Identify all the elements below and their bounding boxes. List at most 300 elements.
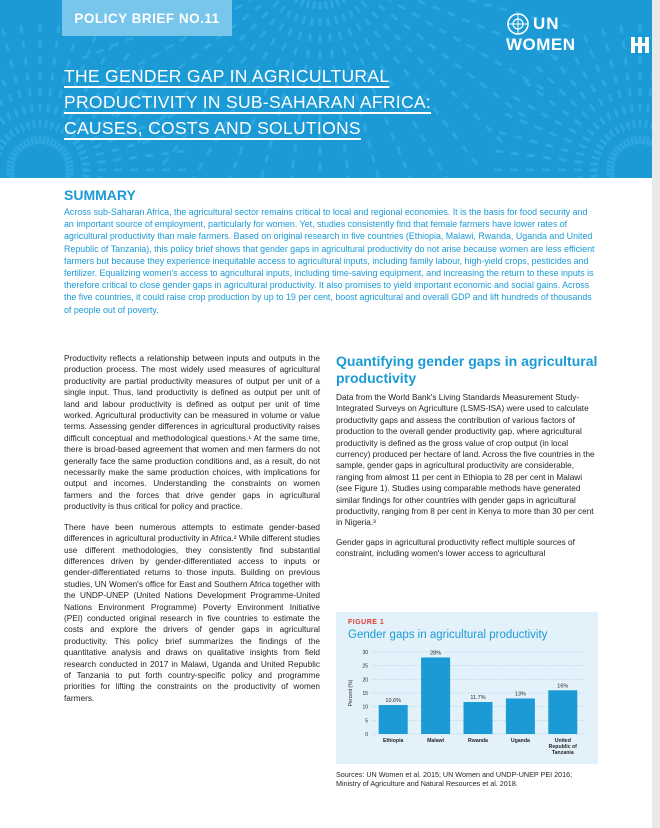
pattern-dash	[356, 23, 363, 31]
pattern-dash	[466, 44, 474, 51]
pattern-dash	[39, 120, 42, 128]
pattern-dash	[293, 13, 299, 22]
pattern-dash	[162, 157, 169, 165]
pattern-dash	[574, 160, 582, 164]
pattern-dash	[310, 17, 314, 25]
pattern-dash	[646, 104, 650, 112]
pattern-dash	[595, 64, 601, 73]
pattern-dash	[429, 43, 437, 50]
pattern-dash	[299, 0, 305, 7]
pattern-dash	[55, 123, 61, 132]
pattern-dash	[288, 0, 295, 1]
pattern-dash	[390, 14, 398, 21]
pattern-dash	[590, 174, 598, 178]
pattern-dash	[334, 16, 339, 25]
pattern-dash	[264, 155, 269, 164]
x-category-label: Tanzania	[551, 750, 574, 756]
pattern-dash	[270, 37, 277, 45]
pattern-dash	[98, 169, 106, 172]
pattern-dash	[607, 94, 613, 103]
summary-heading: SUMMARY	[64, 187, 136, 203]
pattern-dash	[590, 169, 598, 172]
pattern-dash	[227, 45, 235, 53]
y-tick-label: 10	[362, 704, 368, 711]
pattern-dash	[417, 0, 426, 5]
pattern-dash	[319, 162, 322, 170]
bar-value-label: 10.6%	[385, 698, 402, 705]
pattern-dash	[21, 106, 26, 115]
title-line-1: THE GENDER GAP IN AGRICULTURAL	[64, 66, 390, 86]
pattern-dash	[191, 53, 199, 60]
women-mark-icon	[630, 36, 650, 54]
right-column	[336, 353, 598, 560]
pattern-dash	[354, 5, 361, 13]
y-tick-label: 20	[362, 677, 368, 684]
pattern-dash	[238, 34, 246, 42]
pattern-dash	[269, 18, 276, 26]
pattern-dash	[348, 9, 355, 17]
pattern-dash	[574, 119, 582, 126]
pattern-dash	[365, 0, 373, 1]
right-paragraph-1: Data from the World Bank's Living Standards Measurement Study-Integrated Surveys on Agriculture (LSMS-ISA) were used to calculate productivity gaps and assess the contribution of various factors of production to the overall gender productivity gap, where agricultural productivity is defined as the gross value of crop output (in local currency) produced per hectare of land. Across the five countries in the sample, gender gaps in agricultural productivity are considerable, ranging from almost 11 per cent in Ethiopia to 28 per cent in Malawi (see Figure 1). Studies using comparable methods have generated similar findings for other countries with gender gaps in agricultural productivity, ranging from 8 per cent in Kenya to more than 30 per cent in Nigeria.³	[336, 393, 595, 528]
pattern-dash	[542, 169, 550, 172]
pattern-dash	[624, 57, 628, 65]
pattern-dash	[81, 162, 89, 166]
logo-un-text: UN	[533, 14, 560, 33]
pattern-dash	[541, 112, 549, 119]
left-paragraph-1: Productivity reflects a relationship between inputs and outputs in the production process. The most widely used measures of agricultural productivity are partial productivity measures of output per unit of a single input. Thus, land productivity is defined as output per unit of land and labour productivity is defined as output per unit of time worked. Agricultural productivity can be measured in volume or value terms. Assessing gender differences in agricultural productivity raises difficult conceptual and methodological questions.¹ At the same time, there is broad-based agreement that women and men farmers do not generally face the same production conditions and, as a result, do not necessarily make the same production choices, with implications for output and incomes. Understanding the constraints on women farmers and the forces that drive gender gaps in agricultural productivity is thus critical for policy and practice.	[64, 354, 320, 512]
pattern-dash	[353, 43, 359, 52]
pattern-dash	[326, 17, 330, 25]
pattern-dash	[432, 5, 441, 11]
figure-1-box	[336, 612, 598, 764]
pattern-dash	[297, 31, 302, 40]
pattern-dash	[471, 157, 478, 165]
pattern-dash	[319, 34, 322, 42]
pattern-dash	[462, 18, 471, 24]
pattern-dash	[347, 176, 351, 178]
pattern-dash	[543, 156, 551, 160]
pattern-dash	[576, 151, 585, 156]
y-tick-label: 30	[362, 650, 368, 656]
y-tick-label: 0	[365, 732, 368, 738]
y-tick-label: 15	[362, 691, 368, 697]
pattern-dash	[0, 144, 4, 151]
pattern-dash	[113, 158, 121, 162]
pattern-dash	[66, 169, 74, 172]
pattern-dash	[596, 144, 604, 151]
title-line-3: CAUSES, COSTS AND SOLUTIONS	[64, 118, 361, 138]
pattern-dash	[453, 36, 461, 43]
bar-united-republic-of-tanzania	[548, 690, 577, 734]
pattern-dash	[254, 4, 262, 11]
pattern-dash	[39, 24, 42, 32]
pattern-dash	[371, 11, 379, 19]
pattern-dash	[606, 164, 614, 168]
bar-value-label: 11.7%	[470, 695, 486, 702]
pattern-dash	[54, 106, 59, 115]
y-tick-label: 25	[362, 663, 368, 670]
pattern-dash	[13, 108, 19, 117]
pattern-dash	[416, 33, 424, 40]
pattern-dash	[425, 20, 433, 27]
pattern-dash	[639, 56, 642, 64]
pattern-dash	[1, 29, 6, 38]
pattern-dash	[5, 44, 10, 53]
pattern-dash	[278, 23, 285, 31]
pattern-dash	[58, 90, 63, 99]
pattern-dash	[66, 164, 74, 168]
pattern-dash	[526, 169, 534, 172]
pattern-dash	[560, 66, 567, 74]
pattern-dash	[549, 99, 557, 106]
pattern-dash	[178, 169, 186, 172]
pattern-dash	[630, 104, 634, 112]
pattern-dash	[127, 143, 136, 148]
figure-sources: Sources: UN Women et al. 2015; UN Women and UNDP-UNEP PEI 2016; Ministry of Agriculture and Natural Resources et al. 2018.	[336, 770, 573, 789]
pattern-dash	[151, 52, 159, 59]
pattern-dash	[375, 170, 380, 178]
un-emblem-icon	[506, 12, 530, 36]
pattern-dash	[590, 162, 598, 166]
pattern-dash	[123, 53, 130, 61]
pattern-dash	[574, 169, 582, 172]
pattern-dash	[289, 176, 293, 178]
pattern-dash	[146, 169, 154, 172]
pattern-dash	[536, 84, 544, 91]
pattern-dash	[238, 146, 244, 155]
pattern-dash	[574, 176, 582, 178]
pattern-dash	[554, 120, 562, 127]
pattern-dash	[39, 40, 42, 48]
pattern-dash	[111, 147, 120, 152]
pattern-dash	[306, 49, 310, 57]
pattern-dash	[360, 0, 368, 8]
pattern-dash	[6, 112, 13, 120]
section-heading-quantifying: Quantifying gender gaps in agricultural productivity	[336, 353, 598, 386]
pattern-dash	[549, 131, 558, 137]
bar-uganda	[506, 698, 535, 734]
pattern-dash	[534, 125, 543, 131]
pattern-dash	[340, 0, 347, 4]
bar-malawi	[421, 657, 450, 734]
pattern-dash	[613, 75, 618, 84]
pattern-dash	[241, 14, 249, 21]
pattern-dash	[19, 25, 23, 33]
logo-women-text: WOMEN	[506, 35, 576, 54]
x-category-label: Malawi	[427, 738, 445, 744]
pattern-dash	[606, 112, 613, 120]
pattern-dash	[642, 136, 646, 144]
pattern-dash	[4, 134, 12, 142]
pattern-dash	[19, 123, 25, 132]
pattern-dash	[644, 120, 648, 128]
x-category-label: Uganda	[510, 738, 530, 744]
pattern-dash	[480, 52, 488, 59]
pattern-dash	[619, 123, 625, 132]
pattern-dash	[372, 51, 379, 59]
pattern-dash	[249, 43, 256, 51]
x-category-label: Ethiopia	[382, 738, 404, 744]
left-paragraph-2: There have been numerous attempts to estimate gender-based differences in agricultural productivity in Africa.² While different studies use different methodologies, they consistently find substantial differences driven by gender-differentiated access to inputs or gender-differentiated returns to those inputs. Building on previous studies, UN Women's office for East and Southern Africa together with the UNDP-UNEP (United Nations Development Programme-United Nations Environment Programme) Poverty Environment Initiative (PEI) conducted original research in five countries to estimate the costs and explore the drivers of gender gaps in agricultural productivity. This policy brief summarizes the findings of the quantitative analysis and draws on qualitative insights from field research conducted in 2017 in Malawi, Uganda and United Republic of Tanzania to put forth country-specific policy and programme priorities for lifting the constraints on the productivity of women farmers.	[64, 522, 320, 703]
pattern-dash	[441, 53, 449, 60]
y-axis-label: Percent (%)	[348, 679, 354, 707]
pattern-dash	[345, 160, 349, 168]
pattern-dash	[560, 147, 569, 152]
pattern-dash	[383, 0, 391, 2]
pattern-dash	[378, 4, 386, 11]
pattern-dash	[234, 4, 242, 11]
pattern-dash	[0, 64, 1, 73]
pattern-dash	[6, 172, 14, 176]
pattern-dash	[7, 94, 13, 103]
pattern-dash	[125, 36, 134, 42]
pattern-dash	[329, 0, 334, 9]
pattern-dash	[587, 129, 595, 136]
pattern-dash	[591, 156, 600, 161]
pattern-dash	[411, 12, 419, 19]
pattern-dash	[66, 172, 74, 176]
pattern-dash	[49, 121, 54, 130]
pattern-dash	[22, 41, 26, 49]
pattern-dash	[39, 88, 42, 96]
pattern-dash	[447, 11, 456, 17]
pattern-dash	[80, 156, 89, 161]
pattern-dash	[639, 72, 642, 80]
x-category-label: Republic of	[548, 744, 577, 750]
pattern-dash	[70, 44, 75, 53]
pattern-dash	[97, 160, 105, 164]
pattern-dash	[617, 90, 622, 99]
pattern-dash	[582, 136, 590, 143]
pattern-dash	[484, 3, 493, 8]
pattern-dash	[203, 43, 211, 50]
pattern-dash	[48, 89, 52, 97]
pattern-dash	[536, 66, 544, 74]
bar-ethiopia	[379, 705, 408, 734]
pattern-dash	[383, 23, 391, 31]
pattern-dash	[374, 30, 381, 38]
pattern-dash	[511, 152, 519, 156]
pattern-dash	[559, 158, 567, 162]
pattern-dash	[639, 136, 642, 144]
pattern-dash	[76, 144, 84, 151]
pattern-dash	[582, 71, 589, 79]
x-category-label: Rwanda	[468, 738, 488, 744]
figure-title: Gender gaps in agricultural productivity	[348, 629, 548, 641]
pattern-dash	[626, 121, 631, 130]
pattern-dash	[6, 169, 14, 172]
pattern-dash	[338, 31, 343, 40]
pattern-dash	[39, 136, 42, 144]
pattern-dash	[343, 144, 347, 152]
pattern-dash	[461, 145, 468, 153]
pattern-dash	[364, 37, 371, 45]
pattern-dash	[604, 134, 612, 142]
bar-chart	[336, 646, 598, 764]
pattern-dash	[248, 0, 256, 2]
pattern-dash	[468, 0, 477, 3]
pattern-dash	[578, 143, 587, 149]
pattern-dash	[8, 129, 15, 137]
pattern-dash	[436, 162, 443, 170]
pattern-dash	[82, 169, 90, 172]
pattern-dash	[0, 138, 8, 145]
pattern-dash	[312, 1, 316, 9]
pattern-dash	[6, 164, 14, 168]
pattern-dash	[0, 98, 4, 106]
pattern-dash	[162, 169, 170, 172]
pattern-dash	[96, 48, 105, 54]
pattern-dash	[319, 50, 322, 58]
pattern-dash	[308, 33, 312, 41]
pattern-dash	[260, 170, 265, 178]
pattern-dash	[262, 51, 269, 59]
pattern-dash	[301, 16, 306, 25]
pattern-dash	[569, 79, 576, 87]
bar-value-label: 28%	[430, 650, 442, 657]
pattern-dash	[397, 4, 405, 11]
pattern-dash	[579, 91, 586, 99]
pattern-dash	[581, 111, 589, 119]
pattern-dash	[13, 75, 18, 84]
pattern-dash	[613, 108, 619, 117]
pattern-dash	[330, 49, 334, 57]
un-women-logo[interactable]	[506, 12, 656, 52]
pattern-dash	[324, 1, 328, 9]
pattern-dash	[476, 24, 485, 30]
pattern-dash	[593, 149, 602, 155]
policy-brief-badge: POLICY BRIEF NO.11	[62, 0, 232, 36]
pattern-dash	[491, 30, 500, 36]
pattern-dash	[306, 0, 311, 9]
pattern-dash	[499, 7, 508, 12]
pattern-dash	[54, 41, 58, 49]
pattern-dash	[558, 169, 566, 172]
pattern-dash	[383, 43, 390, 51]
pattern-dash	[96, 151, 105, 156]
pattern-dash	[428, 148, 435, 156]
pattern-dash	[39, 104, 42, 112]
pattern-dash	[639, 104, 642, 112]
y-tick-label: 5	[365, 718, 368, 725]
pattern-dash	[30, 104, 34, 112]
pattern-dash	[606, 172, 614, 176]
pattern-dash	[50, 73, 54, 81]
pattern-dash	[259, 30, 266, 38]
pattern-dash	[32, 120, 36, 128]
header-banner	[0, 0, 660, 178]
pattern-dash	[232, 161, 238, 170]
pattern-dash	[97, 176, 105, 178]
pattern-dash	[342, 47, 347, 56]
pattern-dash	[639, 120, 642, 128]
pattern-dash	[328, 33, 332, 41]
pattern-dash	[403, 23, 411, 30]
pattern-dash	[130, 169, 138, 172]
pattern-dash	[226, 176, 232, 178]
pattern-dash	[0, 117, 6, 125]
pattern-dash	[291, 160, 295, 168]
pattern-dash	[341, 13, 347, 22]
pattern-dash	[639, 88, 642, 96]
pattern-dash	[177, 149, 185, 153]
pattern-dash	[39, 72, 42, 80]
pattern-dash	[279, 5, 286, 13]
pattern-dash	[293, 47, 298, 56]
pattern-dash	[590, 84, 597, 92]
pattern-dash	[57, 25, 61, 33]
pattern-dash	[608, 129, 615, 137]
right-paragraph-2: Gender gaps in agricultural productivity reflect multiple sources of constraint, including women's lower access to agricultural	[336, 537, 575, 559]
pattern-dash	[599, 138, 607, 145]
pattern-dash	[286, 9, 293, 17]
pattern-dash	[9, 59, 14, 68]
pattern-dash	[344, 0, 351, 1]
pattern-dash	[558, 88, 566, 96]
pattern-dash	[145, 154, 153, 158]
figure-label: FIGURE 1	[348, 619, 385, 626]
pattern-dash	[495, 149, 503, 153]
pattern-dash	[1, 79, 7, 88]
pattern-dash	[598, 98, 605, 106]
pattern-dash	[601, 79, 607, 88]
pattern-dash	[319, 2, 322, 10]
pattern-dash	[371, 155, 376, 164]
left-column	[64, 353, 320, 704]
pattern-dash	[26, 73, 30, 81]
pattern-dash	[294, 0, 301, 4]
pattern-dash	[179, 36, 187, 43]
bar-value-label: 16%	[557, 683, 569, 690]
pattern-dash	[628, 89, 632, 97]
pattern-dash	[198, 162, 205, 170]
pattern-dash	[319, 146, 322, 154]
pattern-dash	[114, 169, 122, 172]
pattern-dash	[81, 174, 89, 178]
pattern-dash	[129, 156, 137, 160]
pattern-dash	[293, 144, 297, 152]
pattern-dash	[261, 11, 269, 19]
pattern-dash	[0, 149, 2, 155]
pattern-dash	[287, 28, 293, 37]
pattern-dash	[267, 0, 275, 1]
pattern-dash	[28, 89, 32, 97]
pattern-dash	[165, 44, 173, 51]
pattern-dash	[634, 136, 638, 144]
pattern-dash	[626, 73, 630, 81]
pattern-dash	[444, 176, 451, 178]
pattern-dash	[396, 146, 402, 155]
pattern-dash	[589, 104, 596, 112]
pattern-dash	[281, 43, 287, 52]
pattern-dash	[494, 169, 502, 172]
pattern-dash	[26, 121, 31, 130]
pattern-dash	[545, 143, 554, 148]
pattern-dash	[161, 152, 169, 156]
pattern-dash	[574, 57, 581, 65]
pattern-dash	[42, 136, 46, 144]
pattern-dash	[335, 0, 341, 7]
x-category-label: United	[554, 738, 571, 744]
pattern-dash	[632, 120, 636, 128]
pattern-dash	[570, 100, 578, 108]
pattern-dash	[408, 176, 414, 178]
pattern-dash	[599, 117, 606, 125]
pattern-dash	[78, 149, 87, 155]
page-title	[64, 63, 534, 141]
pattern-dash	[85, 49, 91, 58]
